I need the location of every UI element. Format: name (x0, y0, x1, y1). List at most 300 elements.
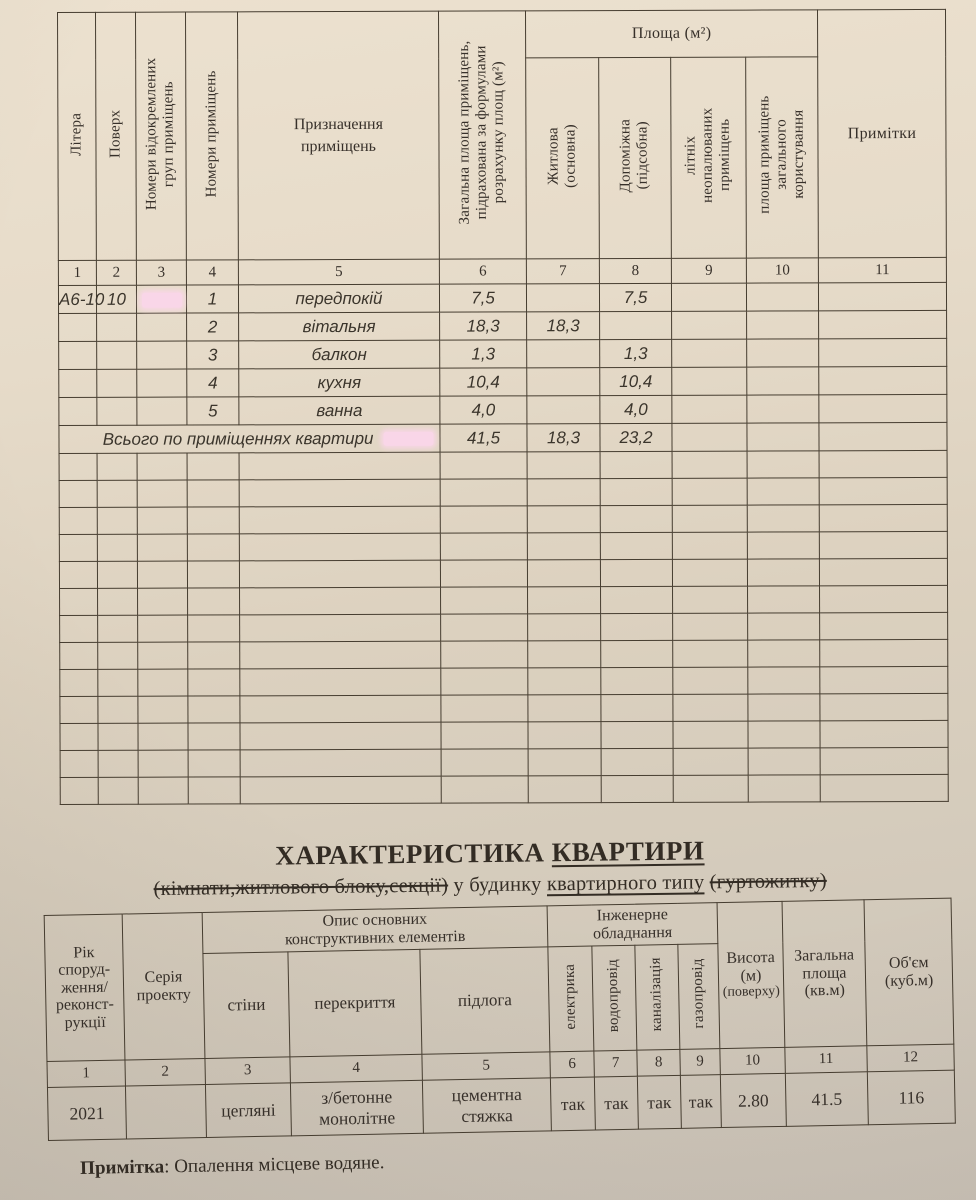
ceiling-value (290, 1080, 423, 1136)
empty-cell (673, 586, 748, 613)
column-number: 6 (439, 259, 526, 284)
table-header-row (58, 9, 946, 59)
table-cell (672, 395, 747, 423)
column-number: 2 (96, 260, 136, 285)
table-cell (137, 341, 187, 369)
empty-cell (527, 560, 600, 587)
header-height-label: Висота (м) (поверху) (722, 949, 780, 1001)
table-row (59, 394, 947, 425)
header-water-supply-label: водопровід (605, 958, 623, 1033)
table-cell (747, 311, 819, 339)
empty-cell (60, 696, 98, 723)
header-walls: стіни (203, 952, 290, 1059)
empty-cell (673, 640, 748, 667)
table-cell (819, 366, 947, 394)
table-cell (672, 423, 747, 451)
footnote-text: : Опалення місцеве водяне. (164, 1152, 385, 1178)
empty-cell (441, 776, 528, 803)
column-number: 7 (526, 259, 599, 284)
height-value: 2.80 (720, 1073, 786, 1127)
table-cell (527, 368, 600, 396)
table-cell (137, 397, 187, 425)
table-cell (672, 367, 747, 395)
empty-cell (98, 588, 138, 615)
empty-cell (441, 749, 528, 776)
total-row (59, 422, 947, 453)
empty-table-row (60, 666, 948, 696)
header-litera-label: Літера (68, 112, 85, 156)
header-electricity-label: електрика (561, 963, 579, 1030)
empty-table-row (59, 531, 947, 561)
table-cell: 7,5 (439, 284, 526, 312)
empty-cell (820, 612, 948, 639)
table-cell: ванна (239, 396, 440, 425)
empty-cell (138, 615, 188, 642)
column-number: 5 (238, 259, 439, 285)
empty-cell (528, 695, 601, 722)
total-row-label: Всього по приміщеннях квартири (102, 428, 374, 449)
empty-cell (820, 774, 948, 801)
empty-cell (441, 614, 528, 641)
table-cell: 7,5 (599, 283, 671, 311)
empty-cell (98, 723, 138, 750)
empty-cell (673, 775, 748, 802)
header-sewerage-label: каналізація (648, 957, 666, 1032)
empty-cell (820, 747, 948, 774)
footnote (80, 1152, 385, 1180)
empty-cell (440, 452, 527, 479)
empty-cell (188, 723, 240, 750)
table-cell (527, 340, 600, 368)
empty-cell (187, 534, 239, 561)
table-cell (59, 397, 97, 425)
empty-cell (137, 561, 187, 588)
empty-cell (820, 585, 948, 612)
empty-cell (528, 614, 601, 641)
empty-cell (137, 507, 187, 534)
header-common-area (746, 57, 819, 258)
empty-table-row (59, 477, 947, 507)
table-cell (819, 310, 947, 338)
column-number: 10 (720, 1047, 785, 1074)
column-number: 8 (637, 1049, 680, 1076)
empty-cell (97, 534, 137, 561)
empty-cell (601, 640, 673, 667)
table-row (59, 338, 947, 369)
empty-cell (98, 615, 138, 642)
empty-cell (527, 479, 600, 506)
empty-cell (59, 561, 97, 588)
header-total-area (782, 900, 867, 1048)
empty-cell (600, 559, 672, 586)
header-total-area (438, 11, 526, 259)
empty-cell (748, 775, 820, 802)
empty-cell (600, 451, 672, 478)
empty-cell (600, 505, 672, 532)
empty-cell (600, 478, 672, 505)
walls-value: цегляні (205, 1083, 291, 1138)
empty-cell (60, 750, 98, 777)
header-gas-supply-label: газопровід (689, 958, 707, 1030)
empty-cell (97, 561, 137, 588)
empty-cell (239, 560, 440, 588)
area-value: 41.5 (785, 1072, 868, 1127)
empty-cell (188, 777, 240, 804)
column-number: 7 (594, 1050, 637, 1077)
empty-cell (60, 588, 98, 615)
empty-table-row (59, 450, 947, 480)
empty-cell (601, 694, 673, 721)
table-cell (819, 394, 947, 422)
empty-cell (819, 504, 947, 531)
empty-cell (98, 669, 138, 696)
table-cell (97, 341, 137, 369)
column-number: 1 (58, 260, 96, 285)
empty-cell (239, 452, 440, 480)
empty-cell (138, 777, 188, 804)
empty-cell (138, 750, 188, 777)
table-cell (672, 339, 747, 367)
empty-cell (527, 506, 600, 533)
floor-value (422, 1078, 551, 1133)
redaction-box (141, 292, 181, 307)
header-common-area-label: площа приміщень загального користування (756, 95, 807, 215)
table-cell (671, 283, 746, 311)
empty-cell (819, 477, 947, 504)
empty-cell (440, 506, 527, 533)
header-floor-covering: підлога (420, 947, 550, 1054)
column-number: 4 (186, 260, 238, 285)
title-word-underlined: КВАРТИРИ (551, 835, 705, 868)
header-group-numbers (136, 12, 187, 260)
series-value (125, 1084, 206, 1139)
header-litera (58, 12, 97, 260)
empty-table-row (60, 747, 948, 777)
empty-cell (60, 642, 98, 669)
empty-cell (673, 694, 748, 721)
title-word: ХАРАКТЕРИСТИКА (275, 837, 545, 871)
empty-cell (527, 533, 600, 560)
table-cell: 10 (96, 285, 136, 313)
header-purpose-label: Призначення приміщень (293, 115, 383, 155)
empty-cell (137, 534, 187, 561)
table-cell: А6-10 (58, 285, 96, 313)
header-purpose (238, 11, 440, 260)
table-cell (526, 284, 599, 312)
title-underlined-text: квартирного типу (546, 871, 705, 896)
table-cell (818, 282, 946, 310)
empty-cell (747, 532, 819, 559)
table-row (59, 310, 947, 341)
empty-cell (441, 641, 528, 668)
empty-cell (187, 561, 239, 588)
empty-cell (59, 507, 97, 534)
table-cell (819, 338, 947, 366)
empty-cell (748, 694, 820, 721)
empty-cell (138, 642, 188, 669)
empty-cell (240, 614, 441, 642)
footnote-label: Примітка (80, 1156, 165, 1179)
empty-cell (137, 480, 187, 507)
table-cell (747, 395, 819, 423)
empty-cell (138, 669, 188, 696)
header-year (44, 914, 125, 1061)
table-cell: передпокій (238, 284, 439, 313)
table1-empty-rows (59, 450, 948, 804)
table-cell: кухня (239, 368, 440, 397)
floor-value-lines: цементна стяжка (451, 1083, 522, 1127)
empty-cell (528, 749, 601, 776)
column-number: 8 (599, 258, 671, 283)
empty-cell (59, 453, 97, 480)
empty-cell (748, 613, 820, 640)
column-numbers-row (58, 257, 946, 285)
empty-cell (528, 668, 601, 695)
header-total-area-label: Загальна площа (кв.м) (794, 946, 855, 1000)
empty-table-row (60, 585, 948, 615)
table-cell (97, 397, 137, 425)
table-cell (747, 339, 819, 367)
header-sewerage (635, 944, 680, 1050)
empty-cell (748, 667, 820, 694)
column-number: 1 (47, 1060, 125, 1087)
empty-cell (239, 533, 440, 561)
empty-cell (528, 776, 601, 803)
empty-cell (440, 560, 527, 587)
header-construction-group (202, 906, 548, 954)
table-cell: вітальня (239, 312, 440, 341)
empty-table-row (60, 774, 948, 804)
table-cell: 3 (187, 341, 239, 369)
ceiling-value-lines: з/бетонне монолітне (318, 1086, 396, 1129)
title-struck-text: (кімнати,житлового блоку,секції) (153, 874, 449, 901)
empty-cell (188, 588, 240, 615)
empty-cell (187, 453, 239, 480)
table-cell: 4,0 (440, 396, 527, 424)
table-cell: 18,3 (440, 312, 527, 340)
empty-cell (819, 450, 947, 477)
header-room-numbers (186, 12, 239, 260)
empty-cell (672, 559, 747, 586)
empty-cell (240, 722, 441, 750)
header-auxiliary-area-label: Допоміжна (підсобна) (617, 118, 652, 193)
empty-cell (187, 480, 239, 507)
table-cell: балкон (239, 340, 440, 369)
empty-cell (60, 777, 98, 804)
empty-cell (747, 451, 819, 478)
table-cell (97, 369, 137, 397)
empty-cell (98, 696, 138, 723)
empty-cell (441, 722, 528, 749)
table-cell (527, 396, 600, 424)
empty-cell (239, 479, 440, 507)
empty-cell (748, 748, 820, 775)
sewerage-value: так (637, 1075, 681, 1129)
empty-cell (601, 721, 673, 748)
table-cell: 1 (186, 285, 238, 313)
empty-cell (672, 505, 747, 532)
empty-cell (98, 750, 138, 777)
empty-cell (747, 505, 819, 532)
empty-cell (60, 669, 98, 696)
table-cell (97, 313, 137, 341)
total-aux-value: 23,2 (600, 423, 672, 451)
empty-cell (672, 478, 747, 505)
table-cell: 18,3 (527, 312, 600, 340)
table-cell (600, 311, 672, 339)
empty-table-row (60, 612, 948, 642)
empty-cell (528, 587, 601, 614)
redaction-box (383, 432, 433, 446)
gas-value: так (680, 1075, 721, 1129)
title-line1 (38, 832, 942, 874)
header-living-area (526, 58, 600, 259)
empty-cell (441, 587, 528, 614)
empty-cell (672, 532, 747, 559)
empty-cell (528, 722, 601, 749)
building-characteristics-table (44, 898, 956, 1141)
header-water-supply (592, 945, 637, 1051)
empty-cell (747, 559, 819, 586)
empty-cell (748, 721, 820, 748)
table-cell: 10,4 (600, 367, 672, 395)
column-number: 4 (290, 1054, 422, 1083)
empty-cell (97, 480, 137, 507)
table-row (58, 282, 946, 313)
empty-cell (441, 668, 528, 695)
column-number: 3 (136, 260, 186, 285)
empty-cell (137, 453, 187, 480)
header-floor-label: Поверх (107, 109, 124, 158)
year-value: 2021 (47, 1086, 126, 1140)
table-cell: 4,0 (600, 395, 672, 423)
table-cell (137, 369, 187, 397)
empty-table-row (59, 504, 947, 534)
empty-cell (138, 723, 188, 750)
title-struck-text: (гуртожитку) (709, 869, 827, 894)
empty-cell (440, 533, 527, 560)
header-group-numbers-label: Номери відокремлених груп приміщень (143, 57, 178, 210)
header-volume (864, 898, 954, 1046)
table-cell: 5 (187, 397, 239, 425)
empty-cell (820, 666, 948, 693)
empty-table-row (60, 720, 948, 750)
table-cell (747, 423, 819, 451)
column-number: 5 (422, 1052, 550, 1080)
empty-cell (240, 587, 441, 615)
table-cell (137, 313, 187, 341)
empty-cell (672, 451, 747, 478)
electricity-value: так (550, 1077, 595, 1131)
empty-cell (59, 480, 97, 507)
header-total-area-label: Загальна площа приміщень, підрахована за формулами розрахунку площ (м²) (456, 40, 508, 225)
header-summer-area (671, 57, 747, 258)
header-electricity (548, 946, 594, 1052)
table-cell (746, 283, 818, 311)
header-notes: Примітки (818, 9, 947, 257)
empty-cell (138, 696, 188, 723)
title-line2 (38, 868, 942, 902)
table-cell (672, 311, 747, 339)
empty-cell (601, 667, 673, 694)
empty-cell (748, 640, 820, 667)
water-value: так (594, 1076, 638, 1130)
column-number: 3 (205, 1057, 290, 1085)
column-number: 11 (818, 257, 946, 282)
empty-table-row (60, 693, 948, 723)
table-cell: 2 (187, 313, 239, 341)
empty-cell (673, 721, 748, 748)
empty-cell (440, 479, 527, 506)
empty-cell (240, 776, 441, 804)
empty-cell (819, 558, 947, 585)
empty-table-row (59, 558, 947, 588)
empty-cell (601, 586, 673, 613)
column-number: 10 (746, 258, 818, 283)
empty-cell (820, 693, 948, 720)
header-area-group: Площа (м²) (525, 10, 817, 58)
header-series (122, 912, 205, 1060)
header-room-numbers-label: Номери приміщень (203, 69, 220, 197)
empty-cell (528, 641, 601, 668)
table-cell (59, 341, 97, 369)
empty-cell (747, 478, 819, 505)
empty-table-row (60, 639, 948, 669)
table-cell (819, 422, 947, 450)
empty-cell (748, 586, 820, 613)
premises-area-table (57, 9, 949, 805)
empty-cell (188, 750, 240, 777)
empty-cell (601, 613, 673, 640)
empty-cell (819, 531, 947, 558)
empty-cell (98, 777, 138, 804)
empty-cell (601, 748, 673, 775)
table-cell: 4 (187, 369, 239, 397)
empty-cell (673, 667, 748, 694)
header-construction-group-label: Опис основних конструктивних елементів (284, 911, 466, 949)
empty-cell (441, 695, 528, 722)
title-plain-text: у будинку (453, 873, 542, 897)
empty-cell (820, 720, 948, 747)
column-number: 2 (125, 1058, 205, 1086)
empty-cell (138, 588, 188, 615)
header-gas-supply (678, 944, 720, 1050)
column-number: 12 (867, 1044, 954, 1072)
table-cell (136, 285, 186, 313)
column-number: 11 (785, 1046, 867, 1074)
header-series-label: Серія проекту (136, 968, 191, 1004)
table1-header (58, 9, 948, 453)
empty-cell (97, 453, 137, 480)
table-cell: 1,3 (600, 339, 672, 367)
header-auxiliary-area (599, 57, 672, 258)
empty-cell (600, 532, 672, 559)
table-row (59, 366, 947, 397)
empty-cell (240, 668, 441, 696)
column-number: 9 (680, 1049, 720, 1076)
empty-cell (188, 669, 240, 696)
table-cell (59, 313, 97, 341)
header-summer-area-label: літніх неопалюваних приміщень (682, 107, 734, 203)
header-engineering-group-label: Інженерне обладнання (592, 906, 673, 943)
empty-cell (98, 642, 138, 669)
empty-cell (820, 639, 948, 666)
empty-cell (527, 452, 600, 479)
total-area-value: 41,5 (440, 424, 527, 452)
empty-cell (97, 507, 137, 534)
empty-cell (59, 534, 97, 561)
empty-cell (188, 615, 240, 642)
